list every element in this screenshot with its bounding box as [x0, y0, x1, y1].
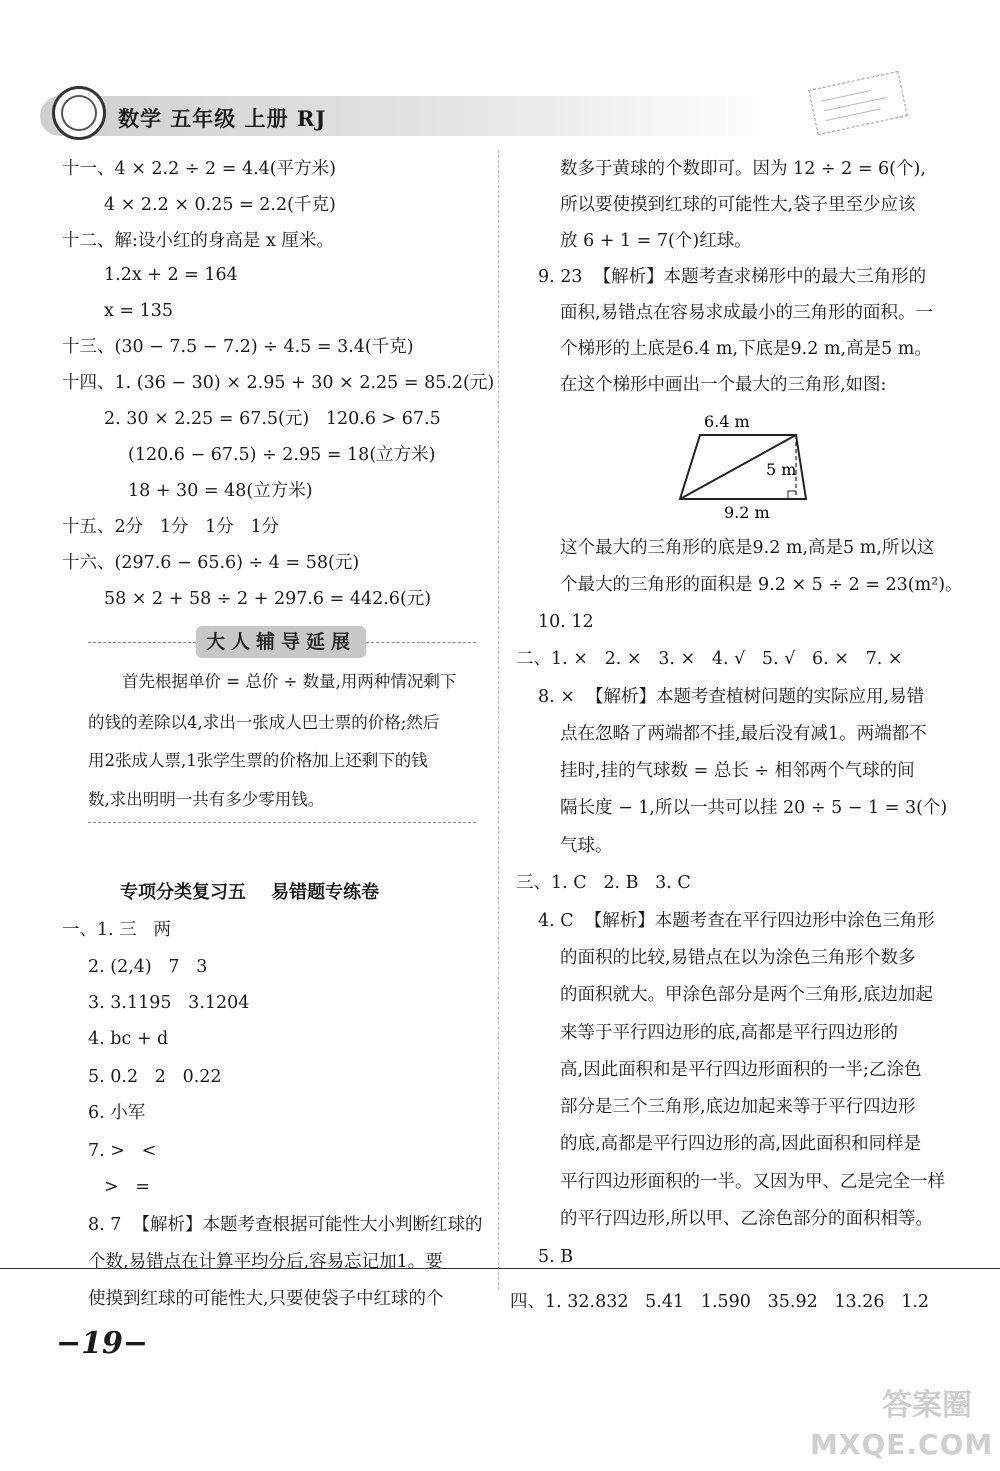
answer-line: 的面积就大。甲涂色部分是两个三角形,底边加起 [560, 985, 934, 1005]
trapezoid-figure [660, 405, 830, 525]
answer-line: 十五、2分 1分 1分 1分 [62, 517, 280, 537]
section-title: 专项分类复习五 易错题专练卷 [120, 882, 380, 903]
answer-line: 挂时,挂的气球数 = 总长 ÷ 相邻两个气球的间 [560, 761, 915, 781]
banner-text: 用2张成人票,1张学生票的价格加上还剩下的钱 [88, 751, 428, 770]
answer-line: 4 × 2.2 × 0.25 = 2.2(千克) [104, 195, 336, 215]
answer-line: 10. 12 [538, 612, 594, 632]
answer-line: 十一、4 × 2.2 ÷ 2 = 4.4(平方米) [62, 159, 336, 179]
answer-line: 8. 7 【解析】本题考查根据可能性大小判断红球的 [88, 1215, 483, 1235]
answer-line: 四、1. 32.832 5.41 1.590 35.92 13.26 1.2 [510, 1292, 930, 1312]
answer-line: 数多于黄球的个数即可。因为 12 ÷ 2 = 6(个), [560, 159, 926, 179]
answer-line: 4. C 【解析】本题考查在平行四边形中涂色三角形 [538, 911, 935, 931]
answer-line: 58 × 2 + 58 ÷ 2 + 297.6 = 442.6(元) [104, 589, 432, 609]
answer-line: 十二、解:设小红的身高是 x 厘米。 [62, 231, 334, 251]
answer-line: 5. 0.2 2 0.22 [88, 1067, 222, 1087]
answer-line: 在这个梯形中画出一个最大的三角形,如图: [560, 375, 887, 395]
answer-line: 7. > < [88, 1141, 157, 1161]
answer-line: 所以要使摸到红球的可能性大,袋子里至少应该 [560, 195, 916, 215]
answer-line: 来等于平行四边形的底,高都是平行四边形的 [560, 1023, 899, 1043]
figure-height-label: 5 m [766, 460, 797, 479]
answer-line: 三、1. C 2. B 3. C [516, 873, 691, 893]
answer-line: 18 + 30 = 48(立方米) [128, 481, 313, 501]
watermark-url: MXQE.COM [810, 1428, 994, 1461]
page-number: −19− [56, 1326, 149, 1361]
banner-text: 的钱的差除以4,求出一张成人巴士票的价格;然后 [88, 713, 440, 732]
answer-line: 的底,高都是平行四边形的高,因此面积和同样是 [560, 1134, 922, 1154]
answer-line: 十四、1. (36 − 30) × 2.95 + 30 × 2.25 = 85.2(元) [62, 373, 495, 393]
banner-divider [88, 822, 476, 823]
answer-line: 的平行四边形,所以甲、乙涂色部分的面积相等。 [560, 1209, 934, 1229]
banner-title: 大人辅导延展 [196, 626, 366, 658]
answer-line: 3. 3.1195 3.1204 [88, 993, 250, 1013]
watermark-logo: 答案圈 [882, 1388, 972, 1423]
answer-line: 气球。 [560, 836, 613, 856]
answer-line: 部分是三个三角形,底边加起来等于平行四边形 [560, 1097, 916, 1117]
banner-divider [366, 642, 476, 643]
answer-line: 个数,易错点在计算平均分后,容易忘记加1。要 [88, 1252, 443, 1272]
answer-line: 使摸到红球的可能性大,只要使袋子中红球的个 [88, 1289, 444, 1309]
answer-line: 8. × 【解析】本题考查植树问题的实际应用,易错 [538, 687, 925, 707]
answer-line: 1.2x + 2 = 164 [104, 265, 238, 285]
stamp-icon [808, 71, 908, 135]
answer-line: 9. 23 【解析】本题考查求梯形中的最大三角形的 [538, 267, 927, 287]
answer-line: > = [104, 1177, 151, 1197]
answer-line: 平行四边形面积的一半。又因为甲、乙是完全一样 [560, 1172, 945, 1192]
banner-text: 首先根据单价 = 总价 ÷ 数量,用两种情况剩下 [122, 672, 457, 691]
answer-line: 十三、(30 − 7.5 − 7.2) ÷ 4.5 = 3.4(千克) [62, 337, 414, 357]
figure-top-label: 6.4 m [704, 412, 750, 431]
answer-line: 的面积的比较,易错点在以为涂色三角形个数多 [560, 948, 916, 968]
banner-divider [88, 642, 196, 643]
answer-line: x = 135 [104, 301, 174, 321]
answer-line: 5. B [538, 1247, 574, 1267]
answer-line: 4. bc + d [88, 1029, 169, 1049]
answer-line: 面积,易错点在容易求成最小的三角形的面积。一 [560, 303, 934, 323]
answer-line: 二、1. × 2. × 3. × 4. √ 5. √ 6. × 7. × [516, 649, 903, 669]
answer-line: (120.6 − 67.5) ÷ 2.95 = 18(立方米) [128, 445, 436, 465]
answer-line: 放 6 + 1 = 7(个)红球。 [560, 231, 752, 251]
figure-bottom-label: 9.2 m [724, 503, 770, 522]
header-title: 数学 五年级 上册 RJ [118, 106, 327, 131]
answer-line: 6. 小军 [88, 1103, 146, 1123]
answer-line: 这个最大的三角形的底是9.2 m,高是5 m,所以这 [560, 538, 935, 558]
answer-line: 个最大的三角形的面积是 9.2 × 5 ÷ 2 = 23(m²)。 [560, 575, 963, 595]
right-angle-mark [788, 491, 796, 499]
answer-line: 高,因此面积和是平行四边形面积的一半;乙涂色 [560, 1060, 922, 1080]
answer-line: 2. (2,4) 7 3 [88, 957, 208, 977]
brand-logo-icon [52, 86, 106, 140]
answer-line: 隔长度 − 1,所以一共可以挂 20 ÷ 5 − 1 = 3(个) [560, 798, 948, 818]
footer-rule [0, 1268, 1000, 1269]
column-divider [498, 150, 499, 1290]
answer-line: 十六、(297.6 − 65.6) ÷ 4 = 58(元) [62, 553, 360, 573]
answer-line: 点在忽略了两端都不挂,最后没有减1。两端都不 [560, 724, 927, 744]
answer-line: 2. 30 × 2.25 = 67.5(元) 120.6 > 67.5 [104, 409, 441, 429]
answer-line: 个梯形的上底是6.4 m,下底是9.2 m,高是5 m。 [560, 339, 932, 359]
banner-text: 数,求出明明一共有多少零用钱。 [88, 790, 325, 809]
answer-line: 一、1. 三 两 [62, 920, 171, 940]
